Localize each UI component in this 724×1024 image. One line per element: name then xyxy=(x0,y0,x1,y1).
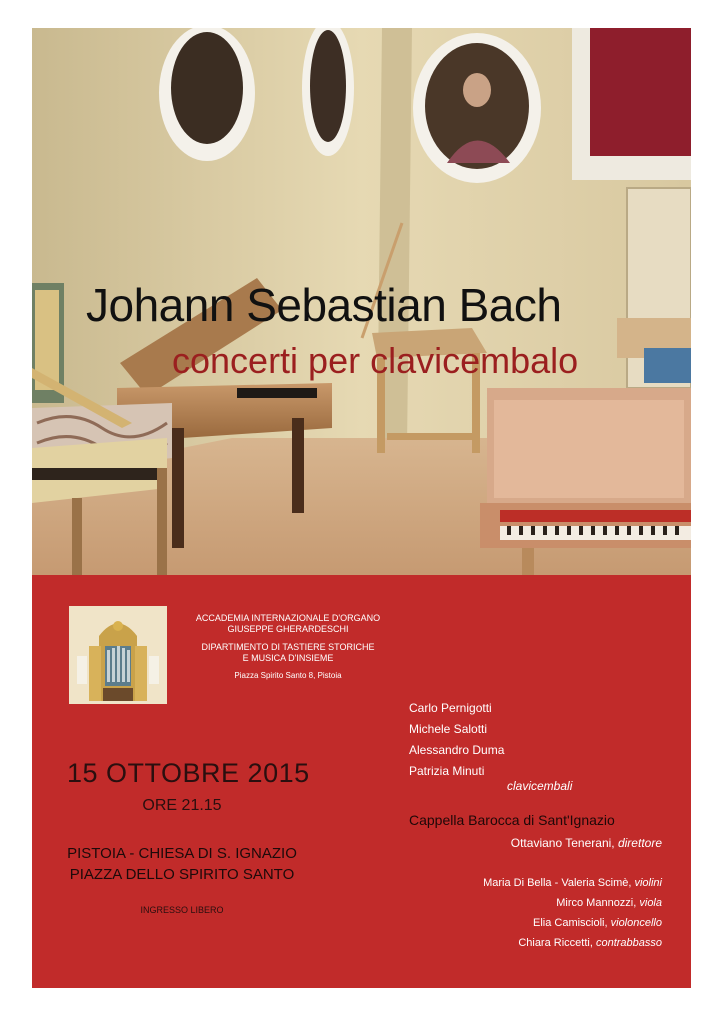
player-instrument: contrabbasso xyxy=(595,937,662,949)
poster-title: Johann Sebastian Bach xyxy=(86,279,562,331)
director-role: direttore xyxy=(617,836,662,850)
players-list xyxy=(483,873,662,953)
admission-note: INGRESSO LIBERO xyxy=(140,905,224,915)
harpsichordist-name: Alessandro Duma xyxy=(409,743,505,757)
harpsichordist-name: Carlo Pernigotti xyxy=(409,701,492,715)
info-panel xyxy=(32,575,691,988)
concert-poster xyxy=(32,28,691,988)
organ-logo xyxy=(69,606,167,704)
poster-subtitle: concerti per clavicembalo xyxy=(172,340,579,381)
venue-line1: PISTOIA - CHIESA DI S. IGNAZIO xyxy=(67,845,297,862)
department-line1: DIPARTIMENTO DI TASTIERE STORICHE xyxy=(201,642,375,652)
player-name: Maria Di Bella - Valeria Scimè, xyxy=(483,877,632,889)
academy-address: Piazza Spirito Santo 8, Pistoia xyxy=(234,671,342,680)
harpsichordists-role: clavicembali xyxy=(507,779,573,793)
ensemble-name: Cappella Barocca di Sant'Ignazio xyxy=(409,812,615,828)
harpsichordists-list xyxy=(409,698,504,782)
player-row xyxy=(483,873,662,893)
player-row xyxy=(483,913,662,933)
director-name: Ottaviano Tenerani, xyxy=(510,836,615,850)
concert-date: 15 OTTOBRE 2015 xyxy=(67,758,310,788)
director-credit xyxy=(511,836,662,850)
harpsichordist-name: Michele Salotti xyxy=(409,722,488,736)
player-name: Mirco Mannozzi, xyxy=(556,897,637,909)
player-row xyxy=(483,893,662,913)
academy-name-line1: ACCADEMIA INTERNAZIONALE D'ORGANO xyxy=(195,613,381,623)
harpsichordist-name: Patrizia Minuti xyxy=(409,764,485,778)
player-row xyxy=(483,933,662,953)
concert-time: ORE 21.15 xyxy=(142,797,222,814)
concert-venue xyxy=(32,843,332,885)
player-name: Chiara Riccetti, xyxy=(518,937,593,949)
player-instrument: viola xyxy=(639,897,662,909)
player-instrument: violoncello xyxy=(610,917,662,929)
academy-block xyxy=(182,613,394,681)
department-line2: E MUSICA D'INSIEME xyxy=(242,653,334,663)
player-instrument: violini xyxy=(634,877,662,889)
player-name: Elia Camiscioli, xyxy=(532,917,608,929)
academy-name-line2: GIUSEPPE GHERARDESCHI xyxy=(227,624,349,634)
venue-line2: PIAZZA DELLO SPIRITO SANTO xyxy=(69,866,295,883)
